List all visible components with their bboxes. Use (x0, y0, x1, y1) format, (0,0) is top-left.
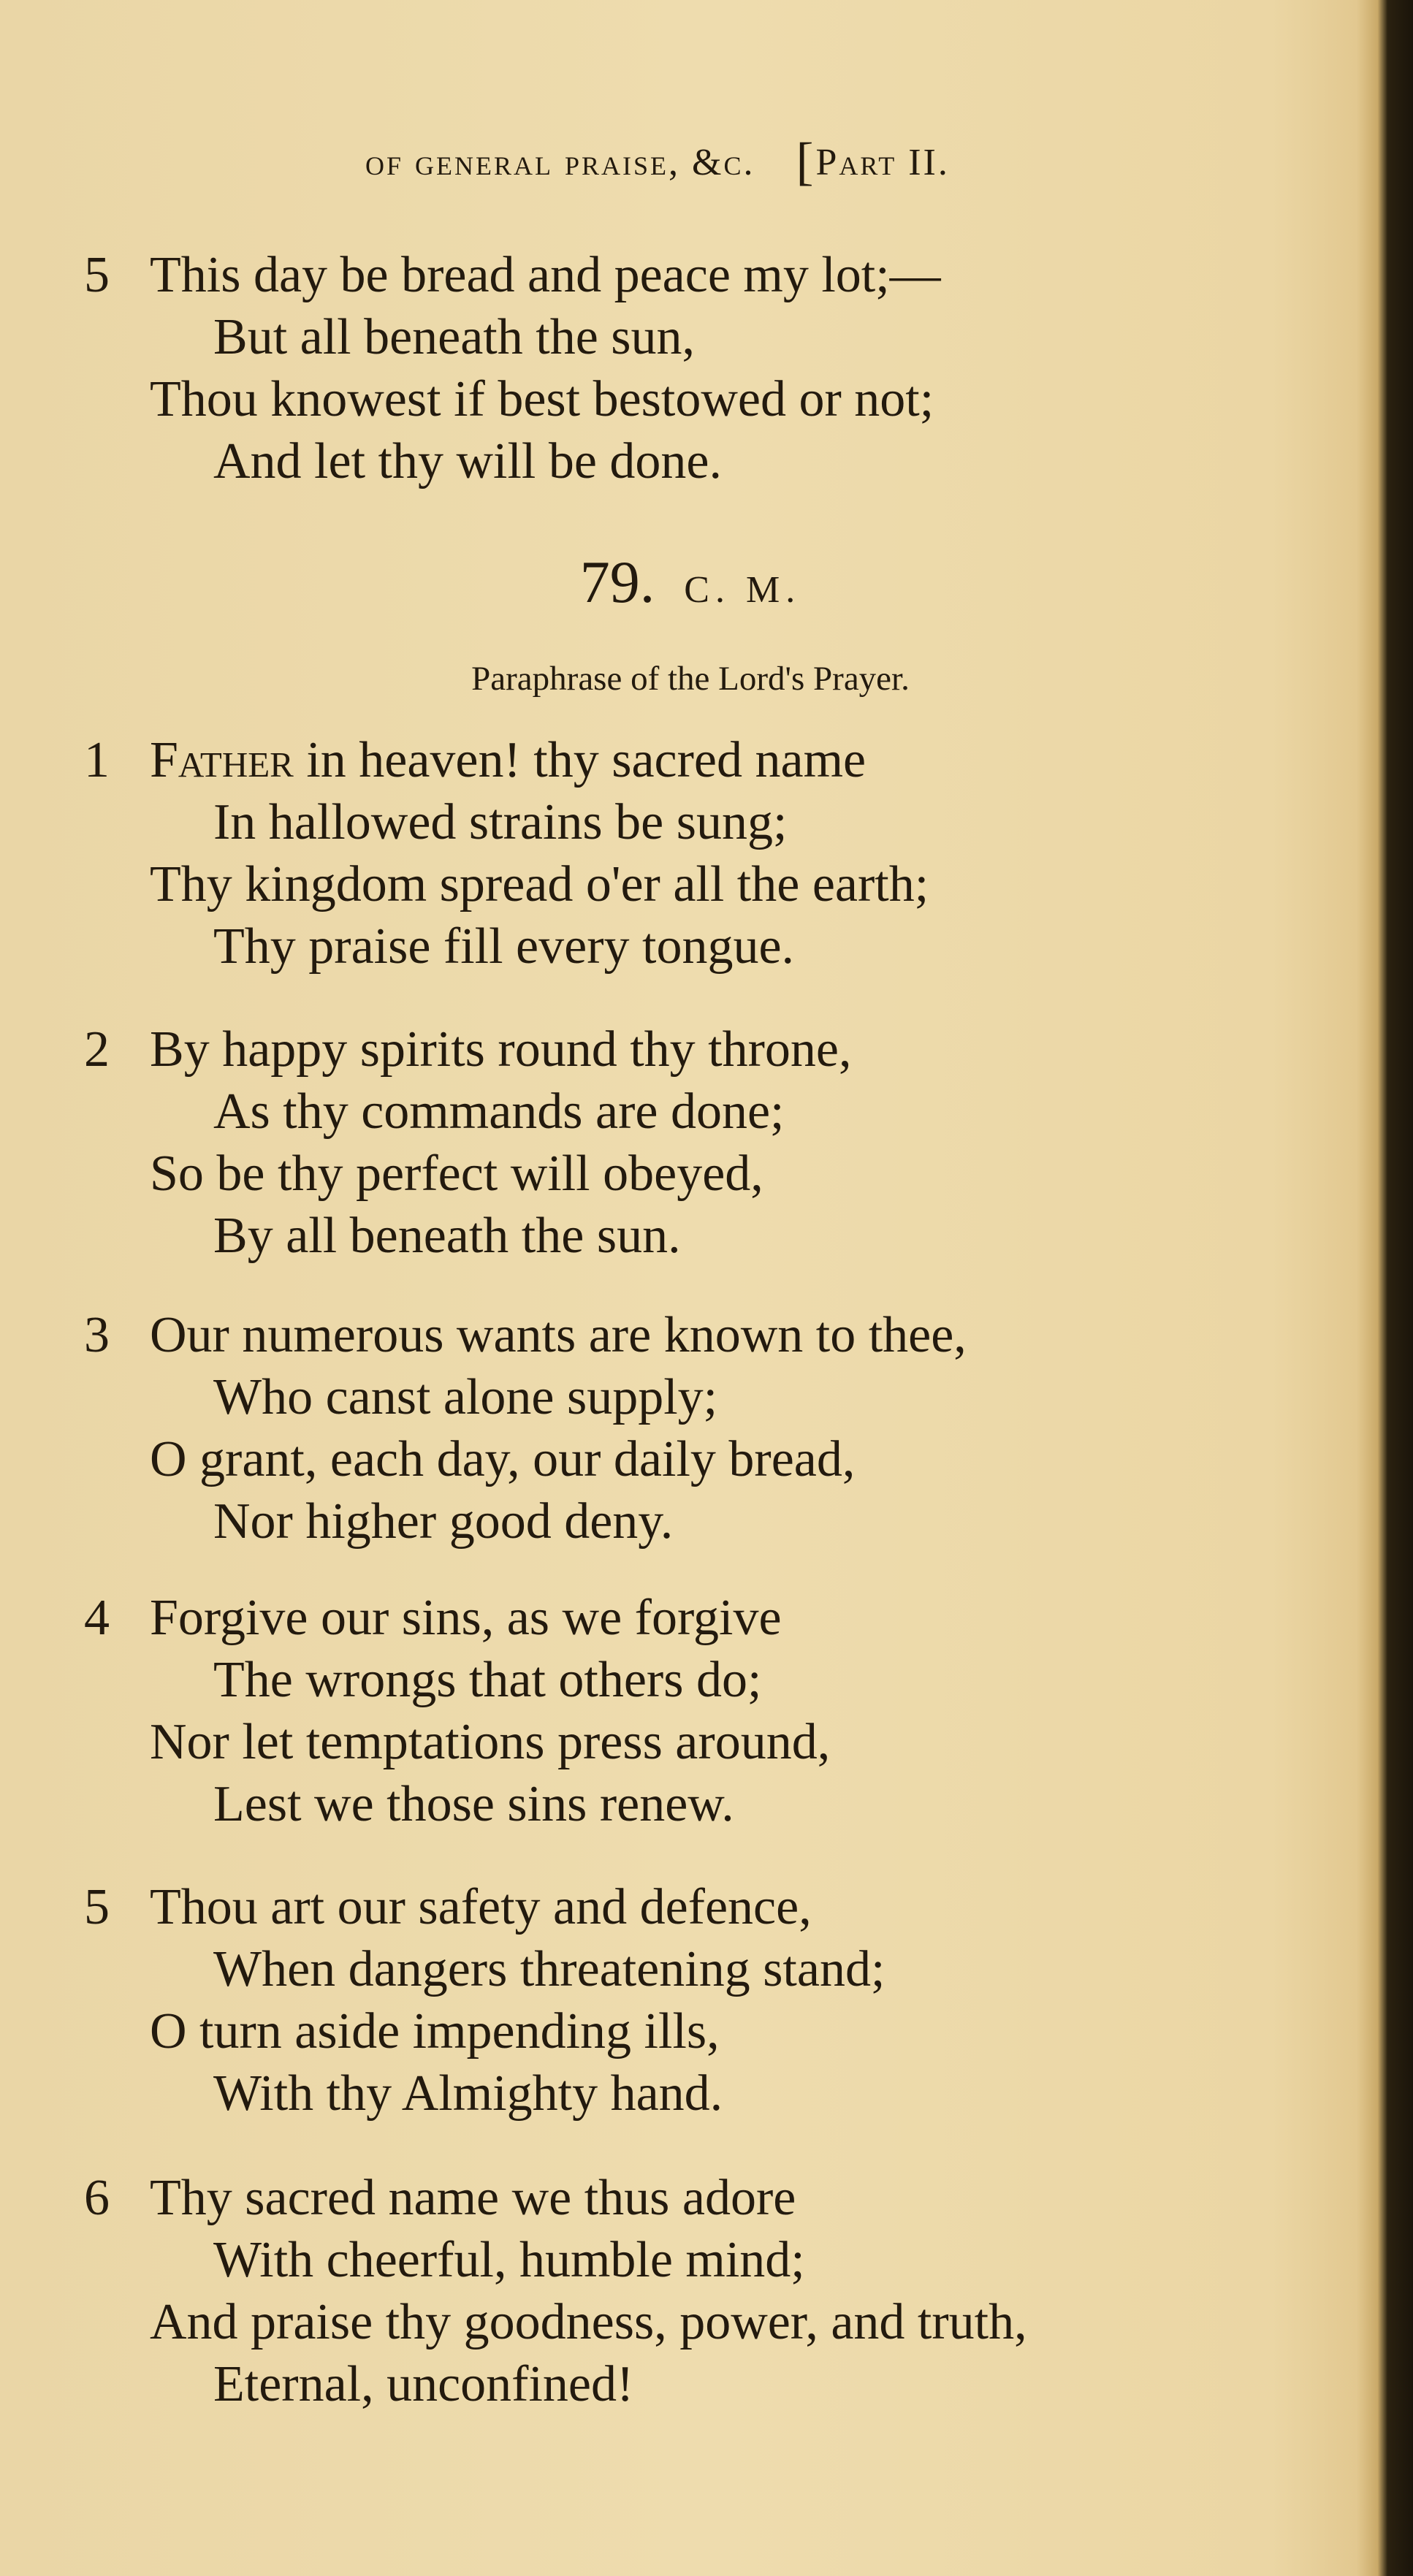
stanza-number: 1 (84, 732, 110, 788)
stanza-number: 4 (84, 1590, 110, 1646)
verse-line: Thy praise fill every tongue. (213, 918, 795, 975)
verse-line: This day be bread and peace my lot;— (150, 247, 941, 303)
carryover-stanza (0, 244, 1381, 492)
verse-line: But all beneath the sun, (213, 309, 696, 365)
running-title: of general praise, &c. (365, 142, 755, 183)
stanza-6 (0, 2167, 1381, 2415)
verse-line: Nor higher good deny. (213, 1493, 674, 1550)
stanza-1 (0, 729, 1381, 978)
verse-line: Nor let temptations press around, (150, 1714, 831, 1770)
hymn-title (0, 548, 1381, 617)
stanza-number: 3 (84, 1307, 110, 1363)
verse-line: O turn aside impending ills, (150, 2003, 720, 2059)
stanza-number: 2 (84, 1021, 110, 1078)
verse-line: By happy spirits round thy throne, (150, 1021, 852, 1078)
stanza-number: 6 (84, 2170, 110, 2226)
verse-line: As thy commands are done; (213, 1083, 785, 1140)
verse-line: And praise thy goodness, power, and truth, (150, 2294, 1027, 2350)
verse-line: Thou knowest if best bestowed or not; (150, 371, 934, 427)
first-word: Father (150, 732, 294, 788)
stanza-4 (0, 1587, 1381, 1835)
stanza-5 (0, 1876, 1381, 2125)
hymn-number: 79. (579, 549, 655, 615)
verse-line: When dangers threatening stand; (213, 1941, 885, 1997)
hymn-meter: C. M. (684, 569, 801, 611)
part-label: [Part II. (796, 132, 950, 191)
verse-line: Eternal, unconfined! (213, 2356, 634, 2412)
verse-line: And let thy will be done. (213, 433, 723, 489)
stanza-3 (0, 1304, 1381, 1552)
verse-line: Thy kingdom spread o'er all the earth; (150, 856, 929, 912)
verse-line: The wrongs that others do; (213, 1652, 762, 1708)
verse-line: Lest we those sins renew. (213, 1776, 734, 1832)
hymn-subtitle: Paraphrase of the Lord's Prayer. (471, 660, 910, 698)
stanza-number: 5 (84, 1879, 110, 1935)
verse-line: Thou art our safety and defence, (150, 1879, 812, 1935)
verse-line: O grant, each day, our daily bread, (150, 1431, 856, 1487)
verse-line: By all beneath the sun. (213, 1208, 681, 1264)
verse-line: Who canst alone supply; (213, 1369, 718, 1425)
stanza-number: 5 (84, 247, 110, 303)
verse-line: Forgive our sins, as we forgive (150, 1590, 782, 1646)
verse-line: Our numerous wants are known to thee, (150, 1307, 967, 1363)
verse-line: With thy Almighty hand. (213, 2065, 723, 2122)
stanza-2 (0, 1018, 1381, 1267)
running-header (365, 132, 950, 192)
verse-line: in heaven! thy sacred name (293, 732, 867, 788)
verse-line: In hallowed strains be sung; (213, 794, 788, 850)
verse-line: With cheerful, humble mind; (213, 2232, 805, 2288)
verse-line: So be thy perfect will obeyed, (150, 1146, 763, 1202)
verse-line: Thy sacred name we thus adore (150, 2170, 796, 2226)
